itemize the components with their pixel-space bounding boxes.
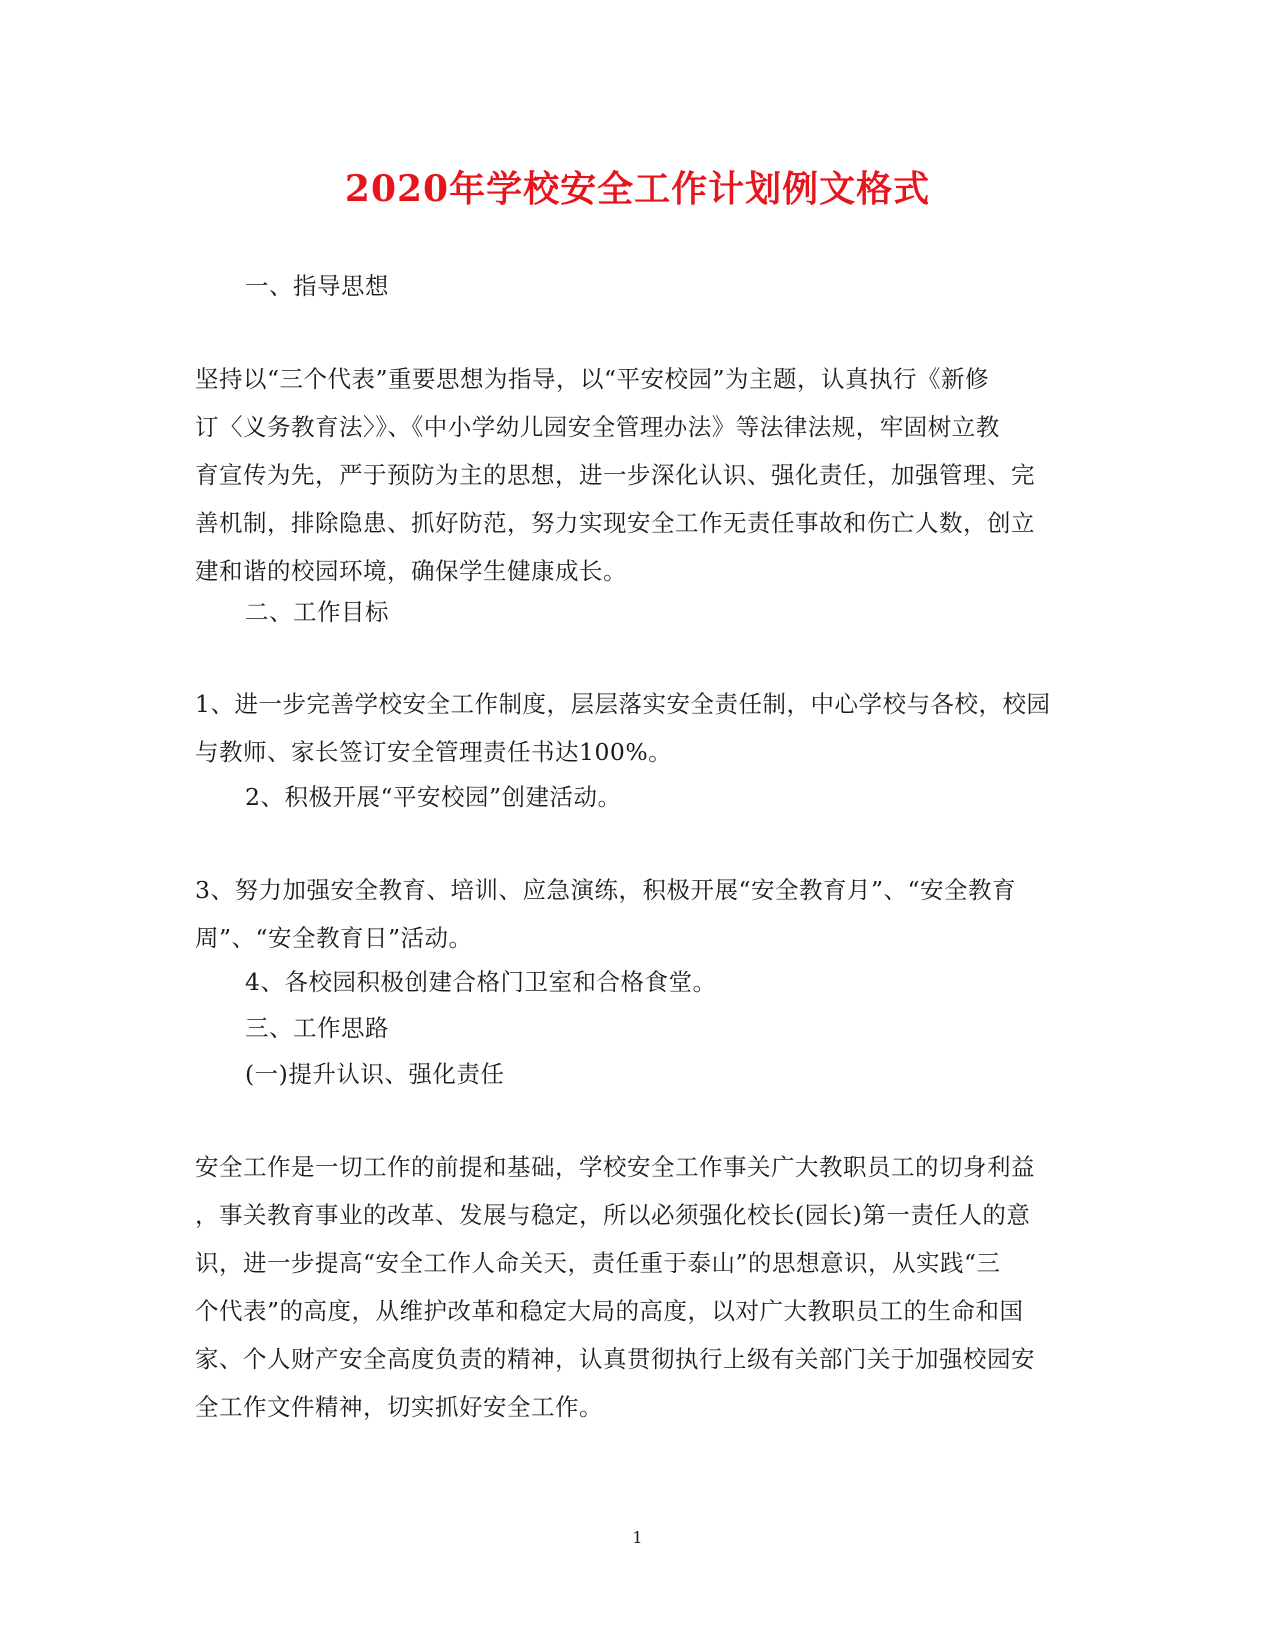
text-line: ，事关教育事业的改革、发展与稳定，所以必须强化校长(园长)第一责任人的意 (195, 1201, 1031, 1229)
text-line: 1、进一步完善学校安全工作制度，层层落实安全责任制，中心学校与各校，校园 (195, 690, 1051, 718)
text-line: 识，进一步提高“安全工作人命关天，责任重于泰山”的思想意识，从实践“三 (195, 1249, 1001, 1277)
paragraph-awareness (195, 1143, 1080, 1431)
text-line: 善机制，排除隐患、抓好防范，努力实现安全工作无责任事故和伤亡人数，创立 (195, 509, 1035, 537)
paragraph-goal-1 (195, 680, 1080, 776)
text-line: 周”、“安全教育日”活动。 (195, 924, 473, 952)
text-line: 安全工作是一切工作的前提和基础，学校安全工作事关广大教职员工的切身利益 (195, 1153, 1035, 1181)
text-line: 与教师、家长签订安全管理责任书达100%。 (195, 738, 673, 766)
paragraph-goal-2: 2、积极开展“平安校园”创建活动。 (245, 783, 622, 811)
text-line: 订〈义务教育法〉》、《中小学幼儿园安全管理办法》等法律法规，牢固树立教 (195, 413, 1000, 441)
text-line: 3、努力加强安全教育、培训、应急演练，积极开展“安全教育月”、“安全教育 (195, 876, 1016, 904)
paragraph-goal-4: 4、各校园积极创建合格门卫室和合格食堂。 (245, 968, 717, 996)
heading-guiding-ideology: 一、指导思想 (245, 272, 389, 300)
text-line: 个代表”的高度，从维护改革和稳定大局的高度，以对广大教职员工的生命和国 (195, 1297, 1024, 1325)
heading-work-approach: 三、工作思路 (245, 1014, 389, 1042)
heading-work-goals: 二、工作目标 (245, 598, 389, 626)
text-line: 坚持以“三个代表”重要思想为指导，以“平安校园”为主题，认真执行《新修 (195, 365, 990, 393)
document-title: 2020年学校安全工作计划例文格式 (344, 168, 931, 210)
paragraph-goal-3 (195, 866, 1080, 962)
text-line: 育宣传为先，严于预防为主的思想，进一步深化认识、强化责任，加强管理、完 (195, 461, 1035, 489)
text-line: 全工作文件精神，切实抓好安全工作。 (195, 1393, 603, 1421)
text-line: 建和谐的校园环境，确保学生健康成长。 (195, 557, 627, 585)
subheading-awareness: (一)提升认识、强化责任 (245, 1060, 505, 1088)
page-number: 1 (632, 1528, 643, 1547)
paragraph-guiding-ideology (195, 355, 1080, 595)
text-line: 家、个人财产安全高度负责的精神，认真贯彻执行上级有关部门关于加强校园安 (195, 1345, 1035, 1373)
